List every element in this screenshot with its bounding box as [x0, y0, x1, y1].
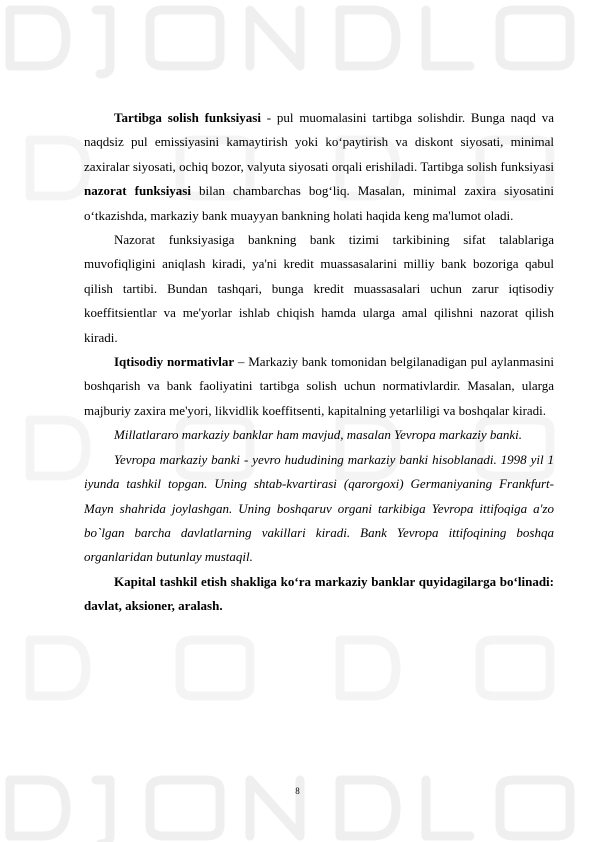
paragraph-text: – Markaziy bank tomonidan belgilanadigan pul aylanmasini boshqarish va bank faoliyatini tartibga solish uchun normativlardir. Masalan, ularga majburiy zaxira me'yori, likvidlik koeffitsenti, kapitalning yetarliligi va boshqalar kiradi. [84, 354, 554, 418]
paragraph-control-function: Nazorat funksiyasiga bankning bank tizimi tarkibining sifat talablariga muvofiqligini aniqlash kiradi, ya'ni kredit muassasalarini milliy bank bozoriga qabul qilish tartibi. Bundan tashqari, bunga kredit muassasalari uchun zarur iqtisodiy koeffitsientlar va me'yorlar ishlab chiqish hamda ularga amal qilishni nazorat qilish kiradi. [84, 232, 554, 345]
paragraph-text: bilan chambarchas bog‘liq. Masalan, minimal zaxira siyosatini o‘tkazishda, markaziy bank muayyan bankning holati haqida keng ma'lumot oladi. [84, 183, 554, 223]
document-body [84, 106, 554, 619]
paragraph-european-central-bank: Yevropa markaziy banki - yevro hududining markaziy banki hisoblanadi. 1998 yil 1 iyunda tashkil topgan. Uning shtab-kvartirasi (qarorgoxi) Germaniyaning Frankfurt-Mayn shahrida joylashgan. Uning boshqaruv organi tarkibiga Yevropa ittifoqiga a'zo bo`lgan barcha davlatlarning vakillari kiradi. Bank Yevropa ittifoqining boshqa organlaridan butunlay mustaqil. [84, 451, 554, 565]
paragraph-international-banks: Millatlararo markaziy banklar ham mavjud, masalan Yevropa markaziy banki. [114, 427, 523, 443]
paragraph-regulation-function [84, 106, 554, 228]
page-number: 8 [295, 786, 300, 796]
paragraph-text: - pul muomalasini tartibga solishdir. Bunga naqd va naqdsiz pul emissiyasini kamaytirish yoki ko‘paytirish va diskont siyosati, minimal zaxiralar siyosati, ochiq bozor, valyuta siyosati orqali erishiladi. Tartibga solish funksiyasi [84, 110, 554, 174]
term-regulation-function: Tartibga solish funksiyasi [114, 110, 261, 125]
term-control-function: nazorat funksiyasi [84, 183, 191, 199]
paragraph-economic-norms [84, 350, 554, 423]
term-economic-norms: Iqtisodiy normativlar [114, 354, 235, 370]
paragraph-capital-forms: Kapital tashkil etish shakliga ko‘ra markaziy banklar quyidagilarga bo‘linadi: davlat, aksioner, aralash. [84, 573, 554, 614]
